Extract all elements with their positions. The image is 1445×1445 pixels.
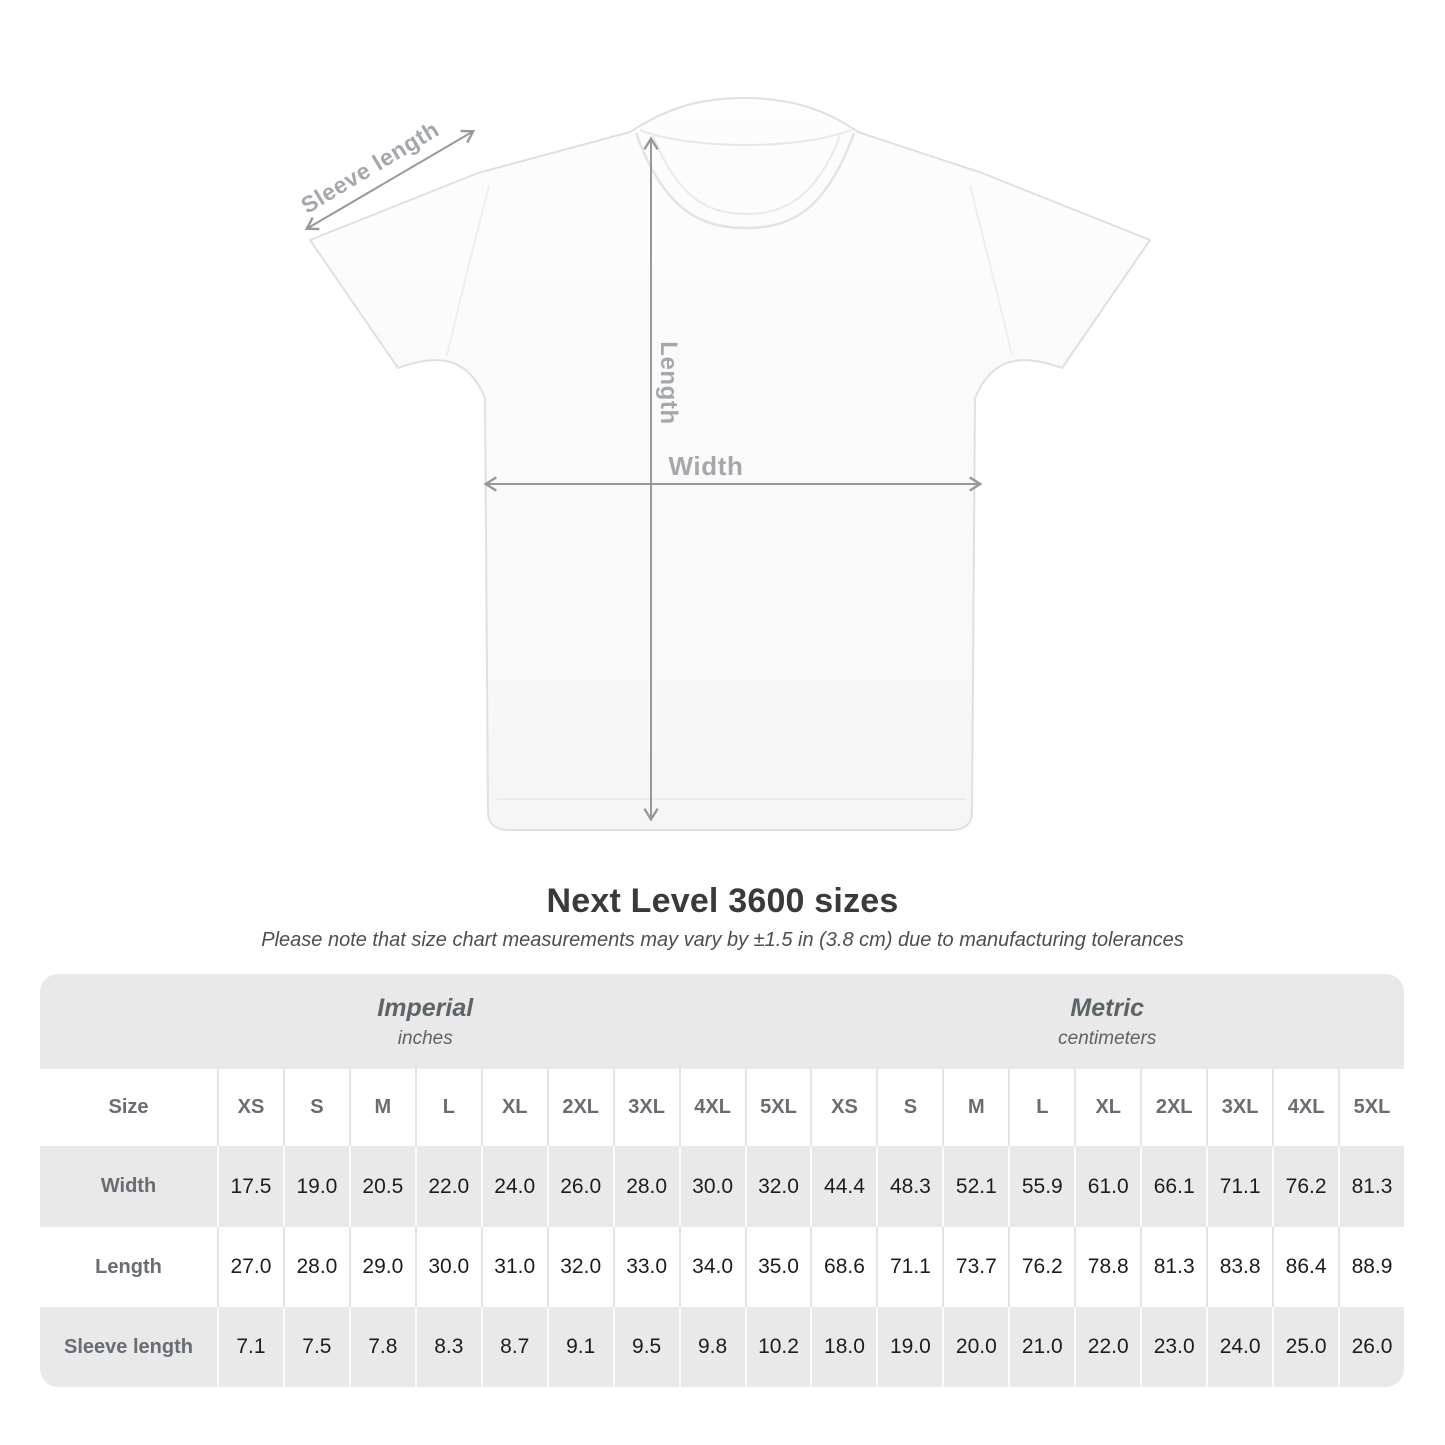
value-cell: 20.5 — [349, 1146, 415, 1227]
value-cell: 31.0 — [481, 1227, 547, 1307]
size-col-header: XL — [1074, 1069, 1140, 1146]
value-cell: 76.2 — [1008, 1227, 1074, 1307]
row-label: Sleeve length — [40, 1307, 217, 1387]
imperial-group-title: Imperial — [377, 993, 474, 1022]
width-label: Width — [668, 451, 744, 481]
value-cell: 30.0 — [415, 1227, 481, 1307]
value-cell: 88.9 — [1338, 1227, 1404, 1307]
value-cell: 22.0 — [415, 1146, 481, 1227]
length-label: Length — [655, 341, 682, 425]
value-cell: 81.3 — [1338, 1146, 1404, 1227]
value-cell: 24.0 — [1206, 1307, 1272, 1387]
value-cell: 48.3 — [876, 1146, 942, 1227]
sleeve-length-label: Sleeve length — [296, 115, 444, 219]
value-cell: 71.1 — [1206, 1146, 1272, 1227]
value-cell: 68.6 — [810, 1227, 876, 1307]
row-label: Length — [40, 1227, 217, 1307]
value-cell: 86.4 — [1272, 1227, 1338, 1307]
value-cell: 83.8 — [1206, 1227, 1272, 1307]
value-cell: 7.8 — [349, 1307, 415, 1387]
value-cell: 52.1 — [942, 1146, 1008, 1227]
page-title: Next Level 3600 sizes — [546, 882, 899, 920]
size-col-header: M — [942, 1069, 1008, 1146]
value-cell: 19.0 — [876, 1307, 942, 1387]
metric-group-title: Metric — [1070, 993, 1145, 1022]
value-cell: 7.5 — [283, 1307, 349, 1387]
tolerance-note: Please note that size chart measurements may vary by ±1.5 in (3.8 cm) due to manufacturing tolerances — [261, 929, 1184, 951]
imperial-group-unit: inches — [397, 1027, 453, 1049]
value-cell: 24.0 — [481, 1146, 547, 1227]
value-cell: 10.2 — [745, 1307, 811, 1387]
size-col-header: M — [349, 1069, 415, 1146]
value-cell: 71.1 — [876, 1227, 942, 1307]
value-cell: 30.0 — [679, 1146, 745, 1227]
size-table — [40, 974, 1404, 1387]
size-col-header: L — [1008, 1069, 1074, 1146]
metric-group-header — [810, 974, 1404, 1069]
value-cell: 8.7 — [481, 1307, 547, 1387]
value-cell: 7.1 — [217, 1307, 283, 1387]
value-cell: 73.7 — [942, 1227, 1008, 1307]
value-cell: 9.5 — [613, 1307, 679, 1387]
value-cell: 28.0 — [283, 1227, 349, 1307]
metric-group-unit: centimeters — [1058, 1027, 1157, 1049]
size-col-header: S — [876, 1069, 942, 1146]
value-cell: 21.0 — [1008, 1307, 1074, 1387]
size-col-header: 4XL — [1272, 1069, 1338, 1146]
value-cell: 8.3 — [415, 1307, 481, 1387]
value-cell: 29.0 — [349, 1227, 415, 1307]
value-cell: 26.0 — [547, 1146, 613, 1227]
size-col-header: XL — [481, 1069, 547, 1146]
size-col-header: 5XL — [745, 1069, 811, 1146]
value-cell: 19.0 — [283, 1146, 349, 1227]
value-cell: 33.0 — [613, 1227, 679, 1307]
imperial-group-header — [40, 974, 810, 1069]
value-cell: 22.0 — [1074, 1307, 1140, 1387]
size-col-header: 2XL — [1140, 1069, 1206, 1146]
size-col-header: 5XL — [1338, 1069, 1404, 1146]
size-col-header: S — [283, 1069, 349, 1146]
value-cell: 18.0 — [810, 1307, 876, 1387]
size-col-header: 2XL — [547, 1069, 613, 1146]
value-cell: 25.0 — [1272, 1307, 1338, 1387]
size-row-label: Size — [40, 1069, 217, 1146]
size-col-header: 3XL — [613, 1069, 679, 1146]
row-label: Width — [40, 1146, 217, 1227]
value-cell: 26.0 — [1338, 1307, 1404, 1387]
size-col-header: 3XL — [1206, 1069, 1272, 1146]
value-cell: 28.0 — [613, 1146, 679, 1227]
value-cell: 78.8 — [1074, 1227, 1140, 1307]
size-col-header: L — [415, 1069, 481, 1146]
value-cell: 66.1 — [1140, 1146, 1206, 1227]
value-cell: 61.0 — [1074, 1146, 1140, 1227]
value-cell: 32.0 — [547, 1227, 613, 1307]
value-cell: 20.0 — [942, 1307, 1008, 1387]
value-cell: 17.5 — [217, 1146, 283, 1227]
value-cell: 27.0 — [217, 1227, 283, 1307]
value-cell: 9.8 — [679, 1307, 745, 1387]
value-cell: 35.0 — [745, 1227, 811, 1307]
value-cell: 32.0 — [745, 1146, 811, 1227]
value-cell: 55.9 — [1008, 1146, 1074, 1227]
size-col-header: XS — [810, 1069, 876, 1146]
size-col-header: XS — [217, 1069, 283, 1146]
value-cell: 9.1 — [547, 1307, 613, 1387]
size-col-header: 4XL — [679, 1069, 745, 1146]
value-cell: 34.0 — [679, 1227, 745, 1307]
value-cell: 81.3 — [1140, 1227, 1206, 1307]
value-cell: 23.0 — [1140, 1307, 1206, 1387]
value-cell: 76.2 — [1272, 1146, 1338, 1227]
value-cell: 44.4 — [810, 1146, 876, 1227]
